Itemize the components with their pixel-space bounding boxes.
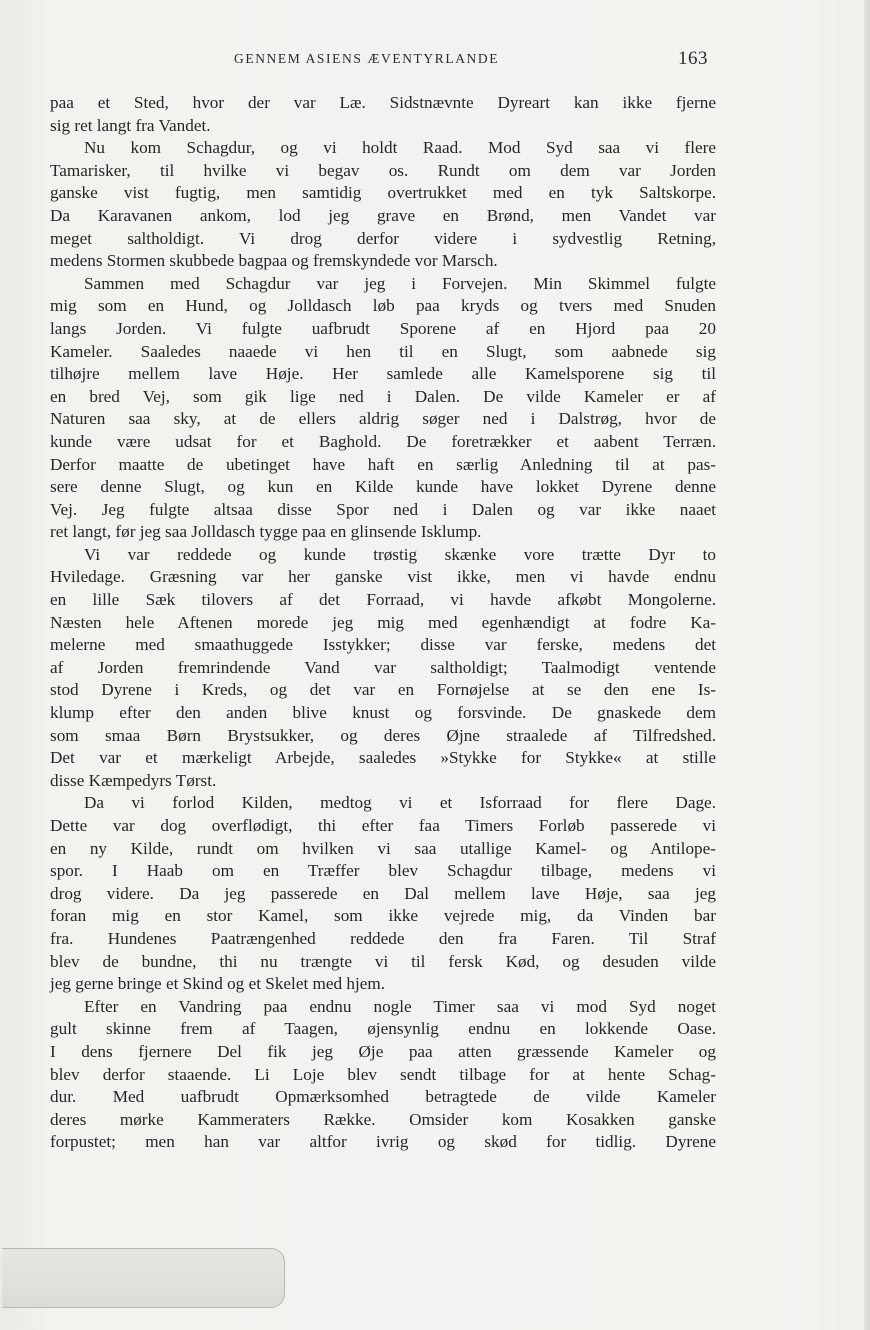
page-edge-shadow — [864, 0, 870, 1330]
text-line: Hviledage. Græsning var her ganske vist ikke, men vi havde endnu — [50, 567, 716, 587]
text-line: Derfor maatte de ubetinget have haft en særlig Anledning til at pas- — [50, 454, 716, 474]
text-line: sig ret langt fra Vandet. — [50, 115, 211, 135]
text-line: gult skinne frem af Taagen, øjensynlig endnu en lokkende Oase. — [50, 1019, 716, 1039]
page-header — [0, 48, 870, 72]
text-line: Efter en Vandring paa endnu nogle Timer saa vi mod Syd noget — [84, 996, 716, 1016]
text-line: Næsten hele Aftenen morede jeg mig med egenhændigt at fodre Ka- — [50, 612, 716, 632]
text-line: jeg gerne bringe et Skind og et Skelet med hjem. — [50, 974, 386, 994]
text-line: foran mig en stor Kamel, som ikke vejrede mig, da Vinden bar — [50, 906, 716, 926]
text-line: deres mørke Kammeraters Række. Omsider kom Kosakken ganske — [50, 1109, 716, 1129]
text-line: Dette var dog overflødigt, thi efter faa Timers Forløb passerede vi — [50, 816, 716, 835]
text-line: Da Karavanen ankom, lod jeg grave en Brønd, men Vandet var — [50, 205, 716, 225]
text-line: Tamarisker, til hvilke vi begav os. Rundt om dem var Jorden — [50, 160, 716, 180]
text-line: ganske vist fugtig, men samtidig overtrukket med en tyk Saltskorpe. — [50, 183, 716, 203]
text-line: langs Jorden. Vi fulgte uafbrudt Sporene af en Hjord paa 20 — [50, 318, 716, 338]
text-line: ret langt, før jeg saa Jolldasch tygge paa en glinsende Isklump. — [50, 522, 482, 542]
text-line: blev derfor staaende. Li Loje blev sendt tilbage for at hente Schag- — [50, 1064, 716, 1084]
body-text — [50, 92, 716, 1154]
text-line: klump efter den anden blive knust og forsvinde. De gnaskede dem — [50, 703, 716, 723]
text-line: Det var et mærkeligt Arbejde, saaledes »Stykke for Stykke« at stille — [50, 748, 716, 768]
text-line: I dens fjernere Del fik jeg Øje paa atten græssende Kameler og — [50, 1041, 716, 1061]
text-line: en ny Kilde, rundt om hvilken vi saa utallige Kamel- og Antilope- — [50, 838, 716, 858]
text-line: en lille Sæk tilovers af det Forraad, vi havde afkøbt Mongolerne. — [50, 590, 716, 610]
text-line: sere denne Slugt, og kun en Kilde kunde have lokket Dyrene denne — [50, 477, 716, 497]
text-line: Naturen saa sky, at de ellers aldrig søger ned i Dalstrøg, hvor de — [50, 409, 716, 429]
page-number: 163 — [678, 48, 708, 69]
text-line: kunde være udsat for et Baghold. De foretrækker et aabent Terræn. — [50, 431, 716, 451]
text-line: Kameler. Saaledes naaede vi hen til en Slugt, som aabnede sig — [50, 341, 716, 361]
text-line: drog videre. Da jeg passerede en Dal mellem lave Høje, saa jeg — [50, 883, 716, 903]
text-line: fra. Hundenes Paatrængenhed reddede den fra Faren. Til Straf — [50, 928, 716, 948]
text-line: Vej. Jeg fulgte altsaa disse Spor ned i Dalen og var ikke naaet — [50, 499, 716, 519]
text-line: tilhøjre mellem lave Høje. Her samlede alle Kamelsporene sig til — [50, 364, 716, 384]
text-line: som smaa Børn Brystsukker, og deres Øjne straalede af Tilfredshed. — [50, 725, 716, 745]
text-line: disse Kæmpedyrs Tørst. — [50, 770, 217, 790]
text-line: mig som en Hund, og Jolldasch løb paa kryds og tvers med Snuden — [50, 296, 716, 316]
text-line: paa et Sted, hvor der var Læ. Sidstnævnte Dyreart kan ikke fjerne — [50, 93, 716, 112]
text-line: melerne med smaathuggede Isstykker; disse var ferske, medens det — [50, 635, 716, 655]
text-line: blev de bundne, thi nu trængte vi til fersk Kød, og desuden vilde — [50, 951, 716, 971]
text-line: af Jorden fremrindende Vand var saltholdigt; Taalmodigt ventende — [50, 657, 716, 677]
text-line: forpustet; men han var altfor ivrig og skød for tidlig. Dyrene — [50, 1132, 716, 1152]
text-line: meget saltholdigt. Vi drog derfor videre i sydvestlig Retning, — [50, 228, 716, 248]
text-line: dur. Med uafbrudt Opmærksomhed betragtede de vilde Kameler — [50, 1087, 716, 1107]
text-line: en bred Vej, som gik lige ned i Dalen. De vilde Kameler er af — [50, 386, 716, 406]
library-tab-label — [2, 1248, 285, 1308]
text-line: Vi var reddede og kunde trøstig skænke vore trætte Dyr to — [84, 544, 716, 564]
running-title: GENNEM ASIENS ÆVENTYRLANDE — [234, 51, 500, 66]
text-line: stod Dyrene i Kreds, og det var en Fornøjelse at se den ene Is- — [50, 680, 716, 700]
text-line: Nu kom Schagdur, og vi holdt Raad. Mod Syd saa vi flere — [84, 138, 716, 158]
text-line: spor. I Haab om en Træffer blev Schagdur tilbage, medens vi — [50, 861, 716, 881]
text-line: Da vi forlod Kilden, medtog vi et Isforraad for flere Dage. — [84, 793, 716, 813]
text-line: medens Stormen skubbede bagpaa og fremskyndede vor Marsch. — [50, 251, 498, 271]
text-line: Sammen med Schagdur var jeg i Forvejen. Min Skimmel fulgte — [84, 273, 716, 293]
